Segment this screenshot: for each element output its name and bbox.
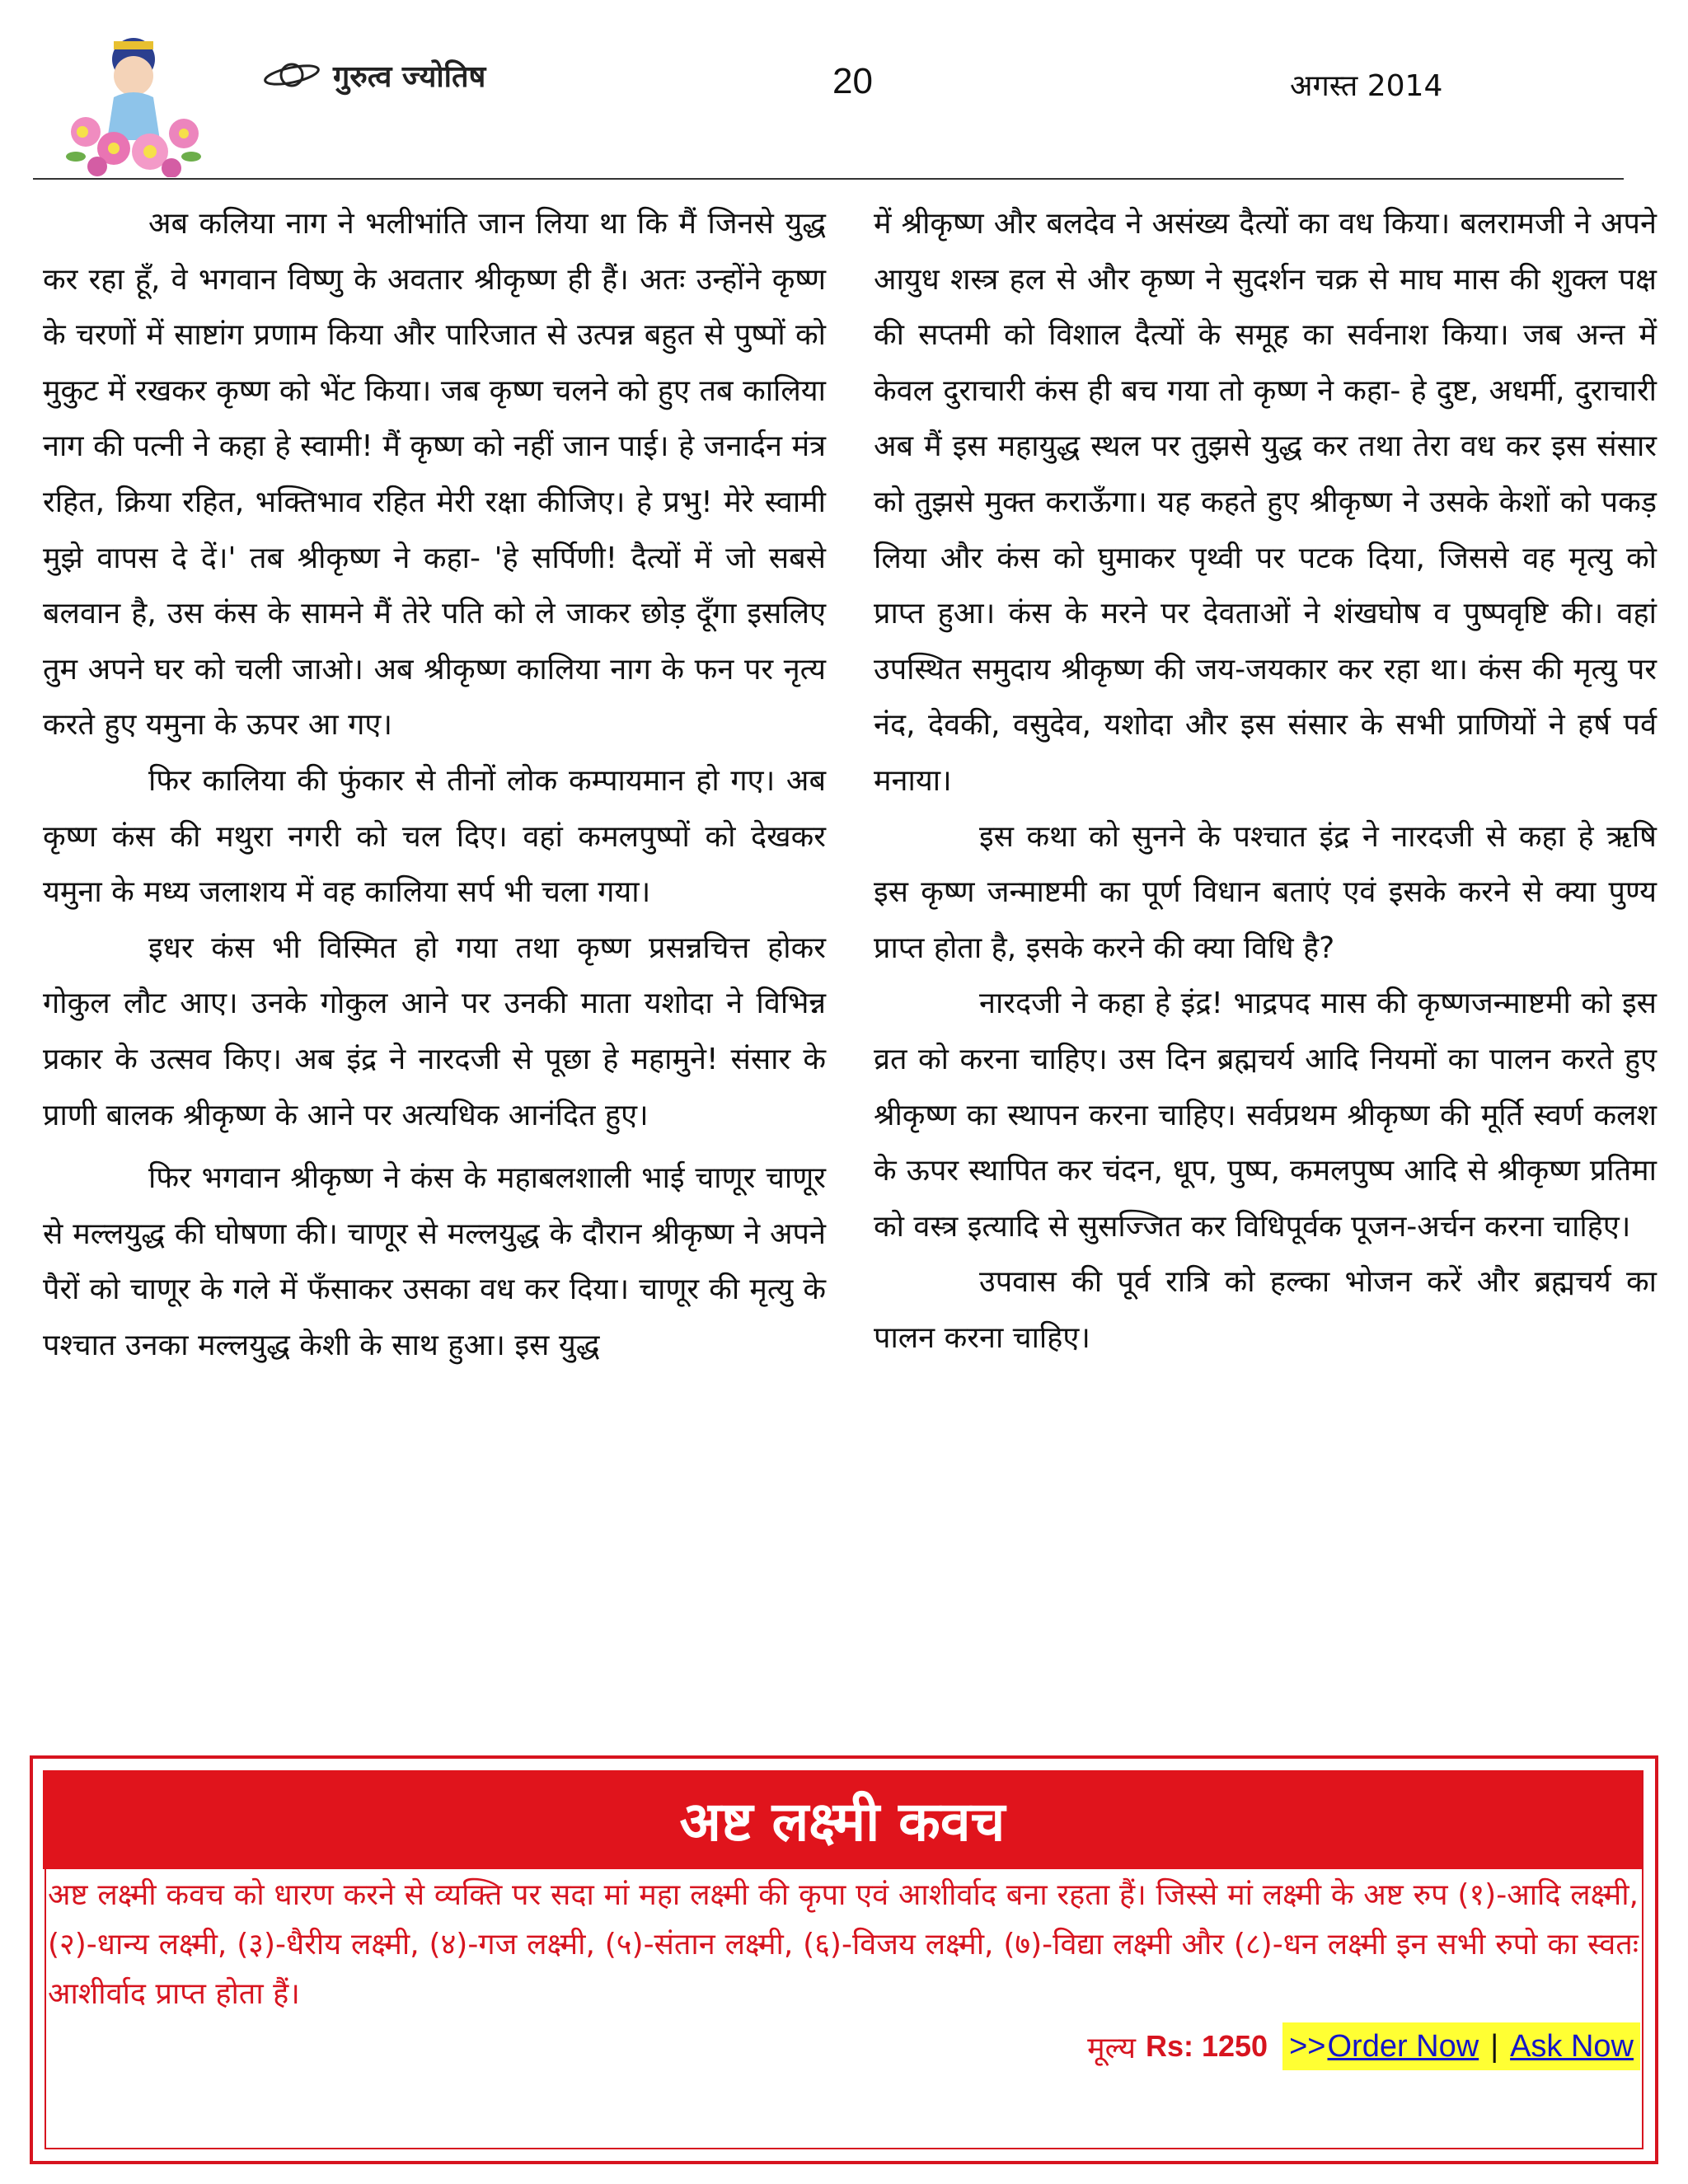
paragraph: में श्रीकृष्ण और बलदेव ने असंख्य दैत्यों का वध किया। बलरामजी ने अपने आयुध शस्त्र हल से और कृष्ण ने सुदर्शन चक्र से माघ मास की शुक्ल पक्ष की सप्तमी को विशाल दैत्यों के समूह का सर्वनाश किया। जब अन्त में केवल दुराचारी कंस ही बच गया तो कृष्ण ने कहा- हे दुष्ट, अधर्मी, दुराचारी अब मैं इस महायुद्ध स्थल पर तुझसे युद्ध कर तथा तेरा वध कर इस संसार को तुझसे मुक्त कराऊँगा। यह कहते हुए श्रीकृष्ण ने उसके केशों को पकड़ लिया और कंस को घुमाकर पृथ्वी पर पटक दिया, जिससे वह मृत्यु को प्राप्त हुआ। कंस के मरने पर देवताओं ने शंखघोष व पुष्पवृष्टि की। वहां उपस्थित समुदाय श्रीकृष्ण की जय-जयकार कर रहा था। कंस की मृत्यु पर नंद, देवकी, वसुदेव, यशोदा और इस संसार के सभी प्राणियों ने हर्ष पर्व मनाया। [874, 207, 1657, 798]
paragraph: फिर कालिया की फुंकार से तीनों लोक कम्पायमान हो गए। अब कृष्ण कंस की मथुरा नगरी को चल दिए। वहां कमलपुष्पों को देखकर यमुना के मध्य जलाशय में वह कालिया सर्प भी चला गया। [43, 763, 826, 910]
ad-footer [1039, 2021, 1640, 2072]
page-number: 20 [832, 61, 873, 101]
paragraph: नारदजी ने कहा हे इंद्र! भाद्रपद मास की कृष्णजन्माष्टमी को इस व्रत को करना चाहिए। उस दिन ब्रह्मचर्य आदि नियमों का पालन करते हुए श्रीकृष्ण का स्थापन करना चाहिए। सर्वप्रथम श्रीकृष्ण की मूर्ति स्वर्ण कलश के ऊपर स्थापित कर चंदन, धूप, पुष्प, कमलपुष्प आदि से श्रीकृष्ण प्रतिमा को वस्त्र इत्यादि से सुसज्जित कर विधिपूर्वक पूजन-अर्चन करना चाहिए। [874, 987, 1657, 1244]
paragraph: इस कथा को सुनने के पश्चात इंद्र ने नारदजी से कहा हे ऋषि इस कृष्ण जन्माष्टमी का पूर्ण विधान बताएं एवं इसके करने से क्या पुण्य प्राप्त होता है, इसके करने की क्या विधि है? [874, 819, 1657, 965]
left-column [43, 196, 826, 1373]
paragraph: इधर कंस भी विस्मित हो गया तथा कृष्ण प्रसन्नचित्त होकर गोकुल लौट आए। उनके गोकुल आने पर उनकी माता यशोदा ने विभिन्न प्रकार के उत्सव किए। अब इंद्र ने नारदजी से पूछा हे महामुने! संसार के प्राणी बालक श्रीकृष्ण के आने पर अत्यधिक आनंदित हुए। [43, 930, 826, 1132]
ad-title-bar [43, 1770, 1642, 1869]
brand [262, 54, 485, 96]
paragraph: उपवास की पूर्व रात्रि को हल्का भोजन करें और ब्रह्मचर्य का पालन करना चाहिए। [874, 1265, 1657, 1355]
price-label: मूल्य [1087, 2031, 1136, 2065]
brand-name: गुरुत्व ज्योतिष [333, 59, 486, 94]
paragraph: अब कलिया नाग ने भलीभांति जान लिया था कि मैं जिनसे युद्ध कर रहा हूँ, वे भगवान विष्णु के अवतार श्रीकृष्ण ही हैं। अतः उन्होंने कृष्ण के चरणों में साष्टांग प्रणाम किया और पारिजात से उत्पन्न बहुत से पुष्पों को मुकुट में रखकर कृष्ण को भेंट किया। जब कृष्ण चलने को हुए तब कालिया नाग की पत्नी ने कहा हे स्वामी! मैं कृष्ण को नहीं जान पाई। हे जनार्दन मंत्र रहित, क्रिया रहित, भक्तिभाव रहित मेरी रक्षा कीजिए। हे प्रभु! मेरे स्वामी मुझे वापस दे दें।' तब श्रीकृष्ण ने कहा- 'हे सर्पिणी! दैत्यों में जो सबसे बलवान है, उस कंस के सामने मैं तेरे पति को ले जाकर छोड़ दूँगा इसलिए तुम अपने घर को चली जाओ। अब श्रीकृष्ण कालिया नाग के फन पर नृत्य करते हुए यमुना के ऊपर आ गए। [43, 207, 826, 743]
right-column [874, 196, 1657, 1366]
ask-now-link[interactable]: Ask Now [1510, 2028, 1634, 2064]
order-now-link[interactable]: Order Now [1327, 2028, 1479, 2064]
header-divider [33, 178, 1624, 180]
ad-description: अष्ट लक्ष्मी कवच को धारण करने से व्यक्ति पर सदा मां महा लक्ष्मी की कृपा एवं आशीर्वाद बना रहता हैं। जिस्से मां लक्ष्मी के अष्ट रुप (१)-आदि लक्ष्मी, (२)-धान्य लक्ष्मी, (३)-धैरीय लक्ष्मी, (४)-गज लक्ष्मी, (५)-संतान लक्ष्मी, (६)-विजय लक्ष्मी, (७)-विद्या लक्ष्मी और (८)-धन लक्ष्मी इन सभी रुपो का स्वतः आशीर्वाद प्राप्त होता हैं। [48, 1878, 1639, 2011]
ad-title: अष्ट लक्ष्मी कवच [679, 1790, 1006, 1854]
order-links [1282, 2022, 1640, 2070]
paragraph: फिर भगवान श्रीकृष्ण ने कंस के महाबलशाली भाई चाणूर चाणूर से मल्लयुद्ध की घोषणा की। चाणूर से मल्लयुद्ध के दौरान श्रीकृष्ण ने अपने पैरों को चाणूर के गले में फँसाकर उसका वध कर दिया। चाणूर की मृत्यु के पश्चात उनका मल्लयुद्ध केशी के साथ हुआ। इस युद्ध [43, 1161, 826, 1362]
link-separator: | [1490, 2028, 1499, 2064]
arrows-icon: >> [1289, 2028, 1326, 2064]
issue-date: अगस्त 2014 [1290, 69, 1443, 103]
price-value: Rs: 1250 [1145, 2029, 1268, 2063]
planet-icon [262, 57, 321, 93]
krishna-flowers-image [64, 25, 203, 177]
